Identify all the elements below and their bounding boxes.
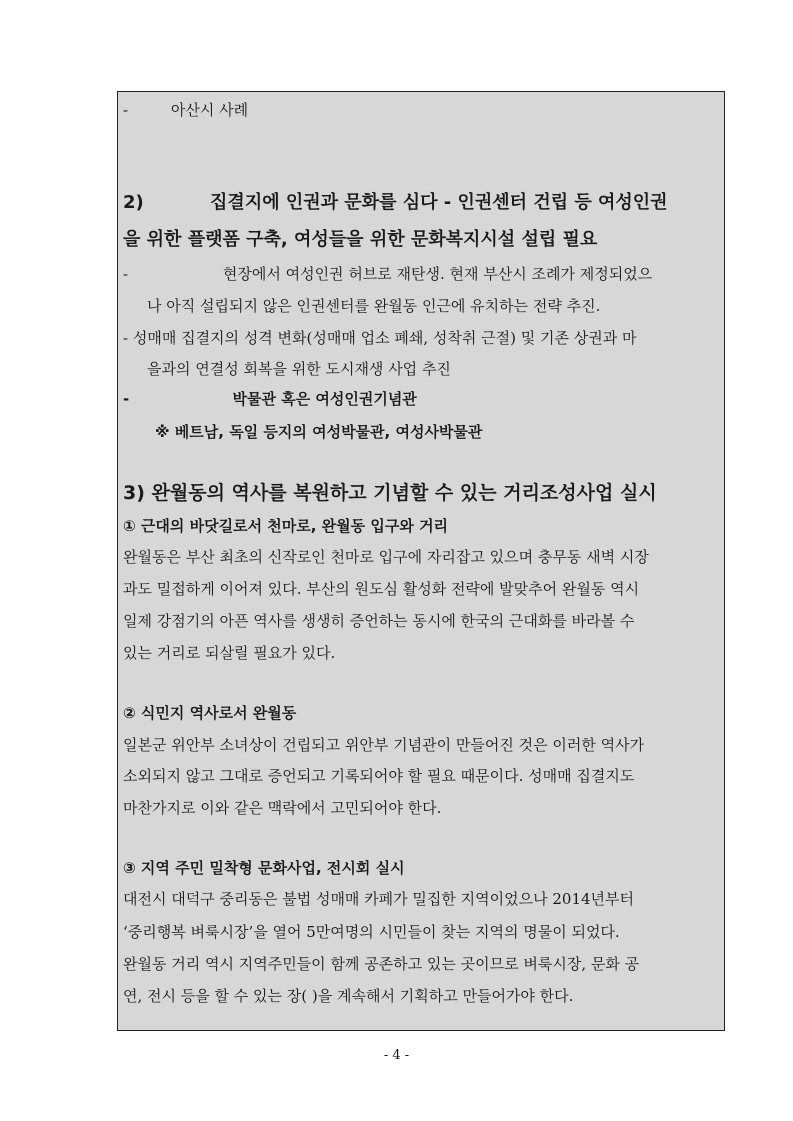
section2-bullet-1-cont: 나 아직 설립되지 않은 인권센터를 완월동 인근에 유치하는 전략 추진. xyxy=(147,297,601,315)
section3-heading: 3) 완월동의 역사를 복원하고 기념할 수 있는 거리조성사업 실시 xyxy=(123,482,657,504)
page-number: - 4 - xyxy=(383,1048,410,1063)
section2-bullet-3: - 박물관 혹은 여성인권기념관 xyxy=(123,390,417,408)
sub1-line: 있는 거리로 되살릴 필요가 있다. xyxy=(123,644,336,662)
sub3-title: ③ 지역 주민 밀착형 문화사업, 전시회 실시 xyxy=(123,859,405,877)
sub2-line: 마찬가지로 이와 같은 맥락에서 고민되어야 한다. xyxy=(123,799,442,817)
sub1-line: 과도 밀접하게 이어져 있다. 부산의 원도심 활성화 전략에 발맞추어 완월동 역시 xyxy=(123,580,640,598)
sub2-title: ② 식민지 역사로서 완월동 xyxy=(123,704,297,722)
case-bullet: - 아산시 사례 xyxy=(123,101,249,119)
sub1-line: 완월동은 부산 최초의 신작로인 천마로 입구에 자리잡고 있으며 충무동 새벽 시장 xyxy=(123,548,649,566)
section2-note: ※ 베트남, 독일 등지의 여성박물관, 여성사박물관 xyxy=(155,423,483,441)
section2-heading-cont: 을 위한 플랫폼 구축, 여성들을 위한 문화복지시설 설립 필요 xyxy=(123,229,598,250)
sub3-line: ‘중리행복 벼룩시장’을 열어 5만여명의 시민들이 찾는 지역의 명물이 되었다. xyxy=(123,923,620,941)
sub1-line: 일제 강점기의 아픈 역사를 생생히 증언하는 동시에 한국의 근대화를 바라볼 수 xyxy=(123,612,635,630)
sub1-title: ① 근대의 바닷길로서 천마로, 완월동 입구와 거리 xyxy=(123,517,449,535)
sub3-line: 완월동 거리 역시 지역주민들이 함께 공존하고 있는 곳이므로 벼룩시장, 문화 공 xyxy=(123,955,640,973)
section2-bullet-2-cont: 을과의 연결성 회복을 위한 도시재생 사업 추진 xyxy=(147,360,451,378)
sub2-line: 소외되지 않고 그대로 증언되고 기록되어야 할 필요 때문이다. 성매매 집결지도 xyxy=(123,767,635,785)
sub3-line: 대전시 대덕구 중리동은 불법 성매매 카페가 밀집한 지역이었으나 2014년부터 xyxy=(123,890,635,908)
section2-bullet-1: - 현장에서 여성인권 허브로 재탄생. 현재 부산시 조례가 제정되었으 xyxy=(123,265,653,283)
case-text: 아산시 사례 xyxy=(170,101,249,119)
section2-heading: 2) 집결지에 인권과 문화를 심다 - 인권센터 건립 등 여성인권 xyxy=(123,192,668,213)
sub3-line: 연, 전시 등을 할 수 있는 장( )을 계속해서 기획하고 만들어가야 한다. xyxy=(123,987,574,1005)
section2-bullet-2: - 성매매 집결지의 성격 변화(성매매 업소 폐쇄, 성착취 근절) 및 기존 상권과 마 xyxy=(123,329,637,347)
sub2-line: 일본군 위안부 소녀상이 건립되고 위안부 기념관이 만들어진 것은 이러한 역사가 xyxy=(123,736,645,754)
